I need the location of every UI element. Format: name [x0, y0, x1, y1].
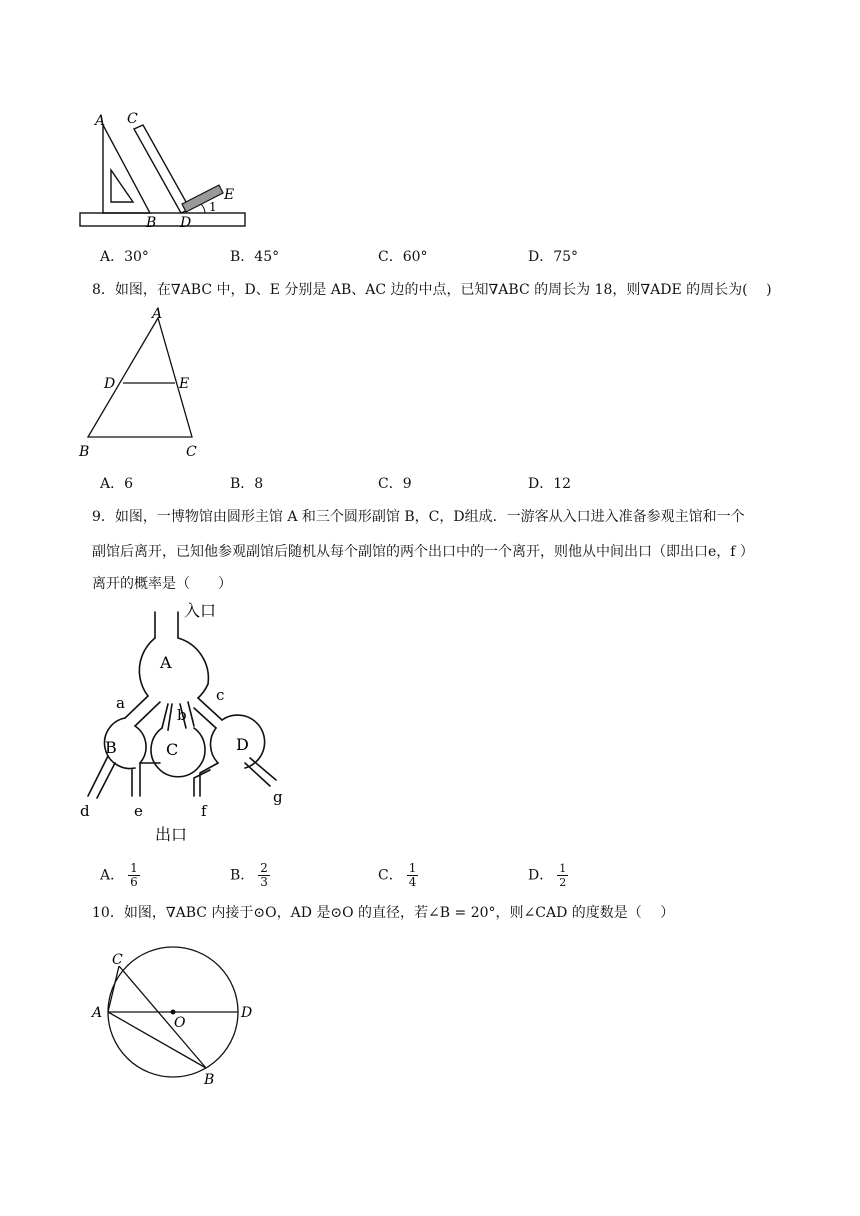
q8-label-E: E: [179, 376, 190, 392]
q8-label-B: B: [79, 444, 90, 460]
q10-label-A: A: [92, 1005, 103, 1021]
q8-label-C: C: [186, 444, 197, 460]
q10-label-D: D: [241, 1005, 253, 1021]
q9-label-b: b: [177, 706, 187, 724]
q9-hall-a: [139, 638, 208, 684]
q9-label-B: B: [105, 738, 117, 757]
q9-option-a[interactable]: A． $\frac{1}{6}$: [100, 861, 138, 889]
q8-options: [100, 473, 800, 495]
q9-label-d: d: [80, 802, 90, 820]
q9-label-a: a: [116, 694, 125, 712]
q10-label-C: C: [112, 952, 123, 968]
q9-label-c: c: [216, 686, 225, 704]
q9-text-line1: 9．如图，一博物馆由圆形主馆 A 和三个圆形副馆 B，C，D组成．一游客从入口进入准备参观主馆和一个: [92, 509, 745, 525]
q7-label-E: E: [224, 187, 235, 203]
q9-option-c[interactable]: C． $\frac{1}{4}$: [378, 861, 417, 889]
q9-label-g: g: [273, 788, 283, 806]
q9-label-exit: 出口: [155, 825, 188, 844]
q7-option-d[interactable]: D．75°: [528, 249, 579, 265]
q7-set-square: [103, 125, 150, 213]
q9-text-line3: 离开的概率是（ ）: [92, 576, 232, 592]
q7-label-A: A: [95, 113, 106, 129]
q8-option-a[interactable]: A．6: [100, 476, 134, 492]
q10-label-B: B: [204, 1072, 215, 1088]
q9-options: [100, 858, 800, 892]
q7-option-c[interactable]: C．60°: [378, 249, 428, 265]
q9-text-line2: 副馆后离开，已知他参观副馆后随机从每个副馆的两个出口中的一个离开，则他从中间出口（即出口e，f ）: [92, 544, 754, 560]
q8-figure: [72, 306, 212, 466]
q7-gray-ruler: [182, 185, 223, 212]
q9-label-f: f: [201, 802, 207, 820]
q8-label-A: A: [152, 306, 163, 322]
q7-label-D: D: [180, 215, 192, 231]
q10-segment-ac: [108, 966, 119, 1012]
q7-label-1: 1: [209, 200, 217, 214]
q7-option-a[interactable]: A．30°: [100, 249, 149, 265]
q9-option-d[interactable]: D． $\frac{1}{2}$: [528, 862, 567, 889]
q10-segment-ab: [108, 1012, 206, 1068]
q9-label-A: A: [160, 653, 172, 672]
q8-option-b[interactable]: B．8: [230, 476, 264, 492]
q10-label-O: O: [174, 1015, 186, 1031]
q9-label-entrance: 入口: [184, 601, 217, 620]
q8-text: 8．如图，在∇ABC 中，D、E 分别是 AB、AC 边的中点，已知∇ABC 的周长为 18，则∇ADE 的周长为( ): [92, 282, 772, 298]
q10-center-dot: [171, 1010, 176, 1015]
q8-option-d[interactable]: D．12: [528, 476, 572, 492]
q9-option-b[interactable]: B． $\frac{2}{3}$: [230, 861, 268, 889]
q7-label-B: B: [146, 215, 157, 231]
q7-label-C: C: [127, 111, 138, 127]
q9-figure: [70, 598, 300, 848]
q7-figure: [70, 105, 260, 235]
q7-base-ruler: [80, 213, 245, 226]
q9-label-D: D: [236, 735, 249, 754]
q8-label-D: D: [104, 376, 116, 392]
q10-segment-cb: [119, 966, 206, 1068]
q8-option-c[interactable]: C．9: [378, 476, 412, 492]
q10-text: 10．如图，∇ABC 内接于⊙O，AD 是⊙O 的直径，若∠B = 20°，则∠CAD 的度数是（ ）: [92, 905, 675, 921]
q9-label-e: e: [134, 802, 143, 820]
q9-label-C: C: [166, 740, 179, 759]
q10-figure: [88, 945, 268, 1090]
q7-option-b[interactable]: B．45°: [230, 249, 280, 265]
q7-options: [100, 246, 800, 268]
